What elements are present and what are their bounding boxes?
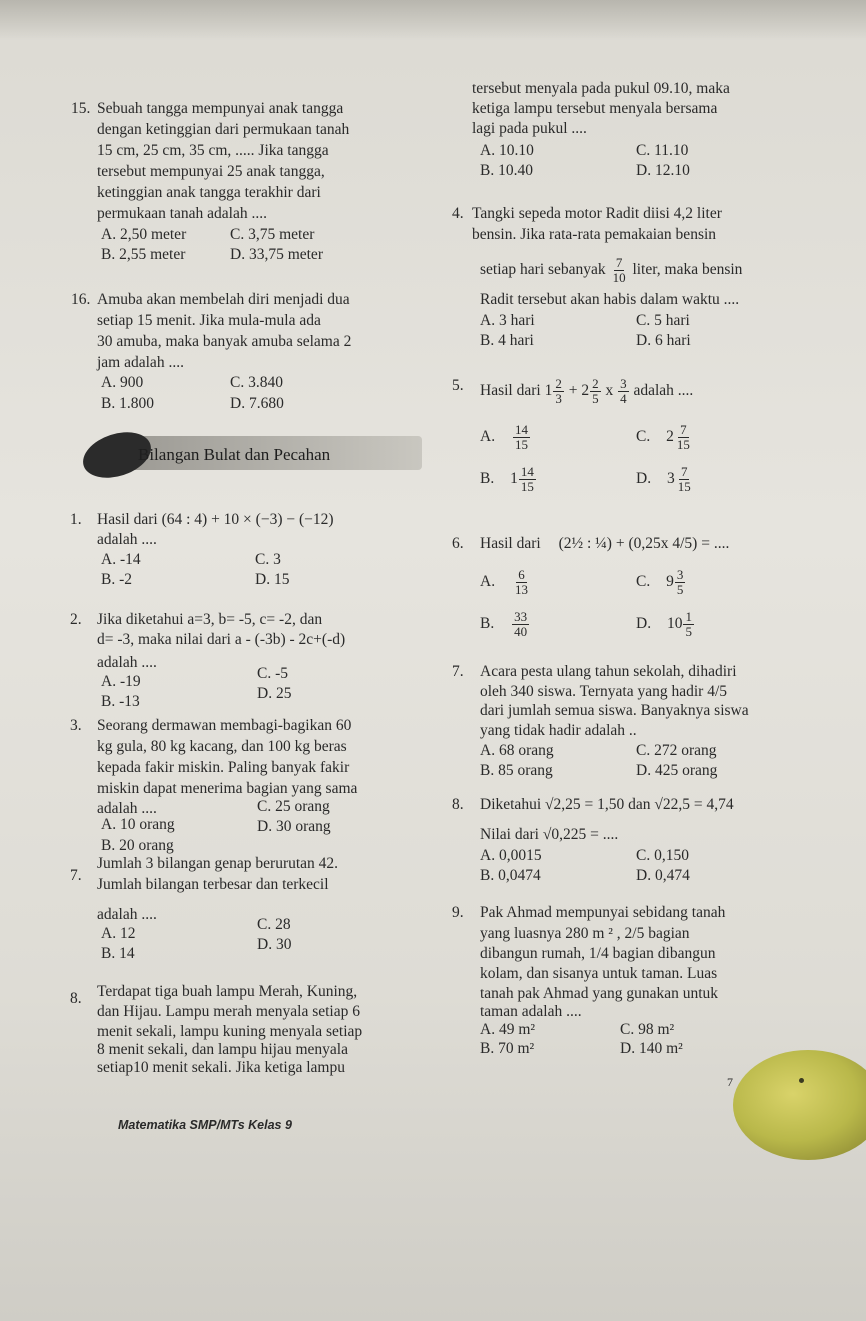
question-text: dari jumlah semua siswa. Banyaknya siswa	[480, 702, 749, 719]
denominator: 4	[620, 391, 627, 406]
section-banner	[82, 430, 422, 478]
option-c: C. 3,75 meter	[230, 226, 315, 243]
option-b: B. -2	[101, 571, 132, 588]
question-number: 7.	[452, 663, 464, 680]
question-text: menit sekali, lampu kuning menyala setiap	[97, 1023, 363, 1040]
option-c: C. 25 orang	[257, 798, 330, 815]
option-d	[636, 610, 695, 639]
text-segment: setiap hari sebanyak	[480, 261, 606, 279]
question-expression	[480, 377, 693, 406]
question-text: ketinggian anak tangga terakhir dari	[97, 184, 321, 201]
option-d: D. 6 hari	[636, 332, 691, 349]
question-text-line3	[480, 256, 742, 285]
denominator: 3	[555, 391, 562, 406]
option-label: B.	[480, 615, 495, 633]
question-text: Seorang dermawan membagi-bagikan 60	[97, 717, 352, 734]
question-text: bensin. Jika rata-rata pemakaian bensin	[472, 226, 717, 243]
question-text: 8 menit sekali, dan lampu hijau menyala	[97, 1041, 348, 1058]
text-segment: liter, maka bensin	[632, 261, 743, 279]
whole-part: 1	[544, 382, 553, 400]
option-b	[480, 465, 537, 494]
option-c: C. 0,150	[636, 847, 689, 864]
whole-part: 3	[666, 470, 675, 488]
denominator: 15	[514, 437, 528, 452]
question-text: Sebuah tangga mempunyai anak tangga	[97, 100, 344, 117]
operator: x	[605, 382, 614, 400]
question-text: 15 cm, 25 cm, 35 cm, ..... Jika tangga	[97, 142, 329, 159]
question-text: kolam, dan sisanya untuk taman. Luas	[480, 965, 718, 982]
question-text: oleh 340 siswa. Ternyata yang hadir 4/5	[480, 683, 728, 700]
option-d: D. 12.10	[636, 162, 690, 179]
fraction	[611, 256, 628, 285]
option-b: B. 4 hari	[480, 332, 534, 349]
denominator: 40	[514, 624, 528, 639]
question-text: Tangki sepeda motor Radit diisi 4,2 liter	[472, 205, 722, 222]
fraction	[675, 568, 686, 597]
question-text	[480, 535, 729, 553]
footer-text: Matematika SMP/MTs Kelas 9	[118, 1118, 292, 1132]
option-a	[480, 568, 531, 597]
question-number: 15.	[71, 100, 91, 117]
option-d: D. 15	[255, 571, 290, 588]
option-d: D. 140 m²	[620, 1040, 683, 1057]
text-segment: Hasil dari	[480, 535, 541, 552]
question-number: 1.	[70, 511, 82, 528]
fraction	[519, 465, 536, 494]
numerator: 3	[676, 567, 684, 582]
option-d: D. 425 orang	[636, 762, 718, 779]
fraction	[553, 377, 564, 406]
option-a	[480, 423, 531, 452]
option-c: C. 3.840	[230, 374, 283, 391]
question-number: 7.	[70, 867, 82, 884]
question-number: 9.	[452, 904, 464, 921]
question-text: miskin dapat menerima bagian yang sama	[97, 780, 358, 797]
option-b: B. 85 orang	[480, 762, 553, 779]
option-b	[480, 610, 530, 639]
option-c: C. 3	[255, 551, 281, 568]
option-a: A. -14	[101, 551, 141, 568]
option-b: B. 2,55 meter	[101, 246, 186, 263]
fruit-spot	[799, 1078, 804, 1083]
fraction	[513, 423, 530, 452]
question-text: Jumlah bilangan terbesar dan terkecil	[97, 876, 329, 893]
option-d: D. 7.680	[230, 395, 284, 412]
option-a: A. 10.10	[480, 142, 534, 159]
numerator: 14	[520, 464, 534, 479]
expression: (2½ : ¼) + (0,25x 4/5) = ....	[558, 535, 730, 552]
option-d: D. 0,474	[636, 867, 690, 884]
denominator: 5	[592, 391, 599, 406]
option-c: C. 11.10	[636, 142, 689, 159]
question-text: yang luasnya 280 m ² , 2/5 bagian	[480, 925, 690, 942]
denominator: 15	[520, 479, 534, 494]
option-b: B. 10.40	[480, 162, 533, 179]
whole-part: 9	[666, 573, 674, 591]
option-b: B. 0,0474	[480, 867, 541, 884]
option-label: D.	[636, 470, 652, 488]
option-c: C. 272 orang	[636, 742, 717, 759]
option-a: A. 900	[101, 374, 144, 391]
question-text: Pak Ahmad mempunyai sebidang tanah	[480, 904, 726, 921]
option-b: B. 14	[101, 945, 135, 962]
denominator: 5	[676, 582, 684, 597]
question-text: adalah ....	[97, 906, 157, 923]
numerator: 2	[592, 376, 599, 391]
question-text: Hasil dari (64 : 4) + 10 × (−3) − (−12)	[97, 511, 334, 528]
question-number: 5.	[452, 377, 464, 394]
denominator: 10	[612, 270, 626, 285]
question-text: kepada fakir miskin. Paling banyak fakir	[97, 759, 350, 776]
option-a: A. 49 m²	[480, 1021, 536, 1038]
fraction	[590, 377, 601, 406]
option-d: D. 25	[257, 685, 292, 702]
option-a: A. 0,0015	[480, 847, 542, 864]
option-label: A.	[480, 573, 496, 591]
question-number: 4.	[452, 205, 464, 222]
numerator: 3	[620, 376, 627, 391]
option-c: C. -5	[257, 665, 288, 682]
question-text: tanah pak Ahmad yang gunakan untuk	[480, 985, 719, 1002]
question-text: Diketahui √2,25 = 1,50 dan √22,5 = 4,74	[480, 796, 734, 813]
continuation-line-3: lagi pada pukul ....	[472, 120, 587, 137]
top-shadow	[0, 0, 866, 40]
page-number: 7	[727, 1075, 733, 1089]
option-a: A. 68 orang	[480, 742, 554, 759]
option-b: B. 20 orang	[101, 837, 174, 854]
option-c	[636, 423, 693, 452]
question-number: 8.	[70, 990, 82, 1007]
numerator: 7	[680, 422, 687, 437]
question-text: Jika diketahui a=3, b= -5, c= -2, dan	[97, 611, 323, 628]
numerator: 2	[555, 376, 562, 391]
question-text: Nilai dari √0,225 = ....	[480, 826, 619, 843]
text-segment: adalah ....	[633, 382, 694, 400]
question-text: adalah ....	[97, 654, 157, 671]
option-d	[636, 465, 694, 494]
question-number: 16.	[71, 291, 91, 308]
operator: +	[568, 382, 578, 400]
numerator: 1	[685, 609, 692, 624]
option-d: D. 33,75 meter	[230, 246, 323, 263]
question-number: 6.	[452, 535, 464, 552]
option-b: B. 70 m²	[480, 1040, 535, 1057]
denominator: 13	[514, 582, 528, 597]
option-a: A. 12	[101, 925, 136, 942]
numerator: 6	[518, 567, 525, 582]
denominator: 15	[676, 437, 690, 452]
option-label: A.	[480, 428, 496, 446]
question-text: dengan ketinggian dari permukaan tanah	[97, 121, 350, 138]
option-label: C.	[636, 573, 651, 591]
question-text: setiap 15 menit. Jika mula-mula ada	[97, 312, 321, 329]
continuation-line-1: tersebut menyala pada pukul 09.10, maka	[472, 80, 730, 97]
question-text: yang tidak hadir adalah ..	[480, 722, 637, 739]
option-a: A. 3 hari	[480, 312, 535, 329]
option-a: A. 2,50 meter	[101, 226, 187, 243]
option-label: C.	[636, 428, 651, 446]
whole-part: 2	[666, 428, 674, 446]
section-title: Bilangan Bulat dan Pecahan	[138, 445, 331, 464]
option-a: A. 10 orang	[101, 816, 175, 833]
question-text: kg gula, 80 kg kacang, dan 100 kg beras	[97, 738, 347, 755]
whole-part: 2	[581, 382, 590, 400]
numerator: 33	[514, 609, 528, 624]
question-text: permukaan tanah adalah ....	[97, 205, 267, 222]
denominator: 5	[685, 624, 692, 639]
option-b: B. -13	[101, 693, 140, 710]
option-c: C. 98 m²	[620, 1021, 675, 1038]
question-text: tersebut mempunyai 25 anak tangga,	[97, 163, 325, 180]
denominator: 15	[677, 479, 691, 494]
option-label: D.	[636, 615, 652, 633]
question-text: taman adalah ....	[480, 1003, 582, 1020]
numerator: 14	[514, 422, 528, 437]
fraction	[512, 610, 529, 639]
question-text: adalah ....	[97, 531, 157, 548]
option-c	[636, 568, 686, 597]
option-c: C. 5 hari	[636, 312, 690, 329]
question-number: 8.	[452, 796, 464, 813]
question-number: 3.	[70, 717, 82, 734]
question-text: setiap10 menit sekali. Jika ketiga lampu	[97, 1059, 345, 1076]
fraction	[618, 377, 629, 406]
option-label: B.	[480, 470, 495, 488]
question-text: d= -3, maka nilai dari a - (-3b) - 2c+(-d)	[97, 631, 346, 648]
option-d: D. 30	[257, 936, 292, 953]
question-text: Radit tersebut akan habis dalam waktu ....	[480, 291, 740, 308]
option-d: D. 30 orang	[257, 818, 331, 835]
question-text: Terdapat tiga buah lampu Merah, Kuning,	[97, 983, 358, 1000]
whole-part: 1	[510, 470, 518, 488]
numerator: 7	[680, 464, 688, 479]
fraction	[683, 610, 694, 639]
question-text: jam adalah ....	[97, 354, 184, 371]
text-segment: Hasil dari	[480, 382, 541, 400]
question-text: Jumlah 3 bilangan genap berurutan 42.	[97, 855, 339, 872]
question-text: Amuba akan membelah diri menjadi dua	[97, 291, 350, 308]
continuation-line-2: ketiga lampu tersebut menyala bersama	[472, 100, 718, 117]
question-text: dibangun rumah, 1/4 bagian dibangun	[480, 945, 716, 962]
fraction	[676, 465, 693, 494]
question-text: dan Hijau. Lampu merah menyala setiap 6	[97, 1003, 360, 1020]
question-number: 2.	[70, 611, 82, 628]
question-text: adalah ....	[97, 800, 157, 817]
option-a: A. -19	[101, 673, 141, 690]
fraction	[513, 568, 530, 597]
fraction	[675, 423, 692, 452]
question-text: Acara pesta ulang tahun sekolah, dihadiri	[480, 663, 737, 680]
numerator: 7	[615, 255, 623, 270]
question-text: 30 amuba, maka banyak amuba selama 2	[97, 333, 352, 350]
whole-part: 10	[666, 615, 683, 633]
option-b: B. 1.800	[101, 395, 154, 412]
option-c: C. 28	[257, 916, 291, 933]
